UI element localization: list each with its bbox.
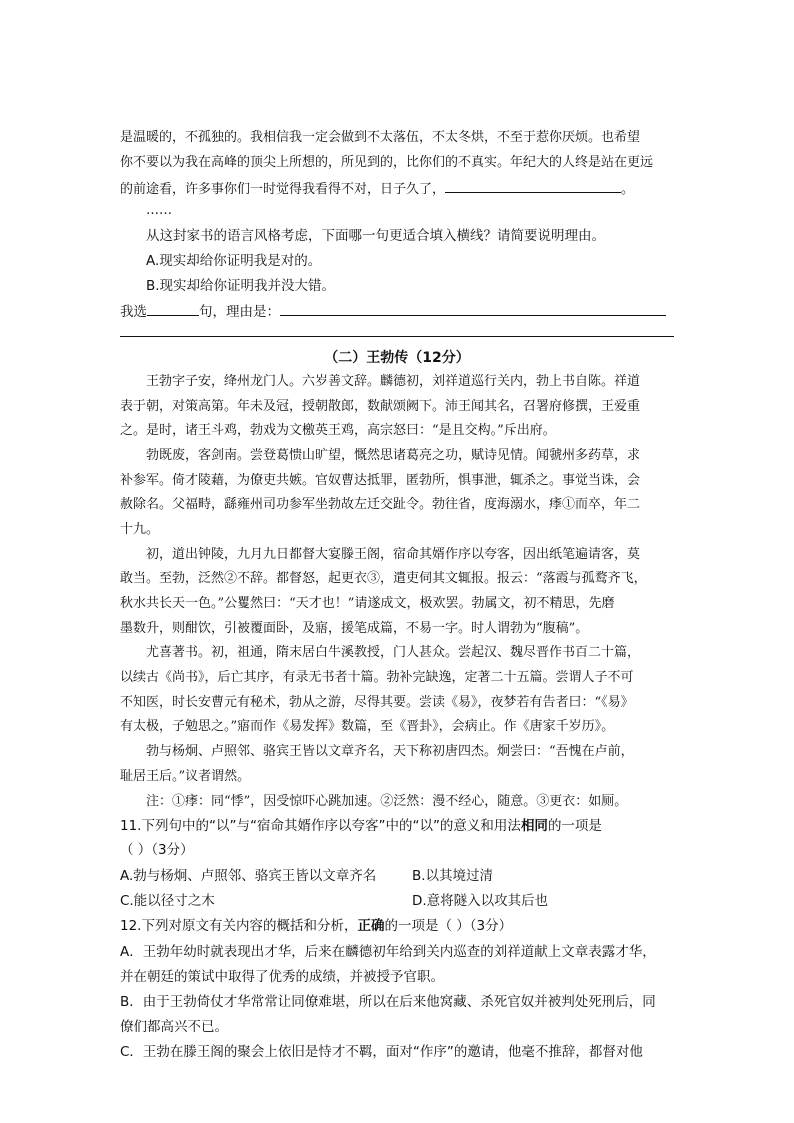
passage-line: 尤喜著书。初，祖通，隋末居白牛溪教授，门人甚众。尝起汉、魏尽晋作书百二十篇，: [146, 645, 641, 660]
q11-stem-bold: 相同: [520, 818, 548, 834]
passage-line: 之。是时，诸王斗鸡，勃戏为文檄英王鸡，高宗怒曰：“是且交构。”斥出府。: [120, 423, 556, 438]
q12-option-a-line-1: A．王勃年幼时就表现出才华，后来在麟德初年给到关内巡查的刘祥道献上文章表露才华，: [120, 944, 656, 960]
q10-answer-line: [120, 301, 676, 322]
q11-option-a: A.勃与杨炯、卢照邻、骆宾王皆以文章齐名: [120, 868, 377, 884]
letter-line-3: [120, 178, 676, 200]
passage-line: 以续古《尚书》，后亡其序，有录无书者十篇。勃补完缺逸，定著二十五篇。尝谓人子不可: [120, 670, 634, 685]
q10-option-b: B.现实却给你证明我并没大错。: [146, 278, 336, 294]
q12-option-a-line-2: 并在朝廷的策试中取得了优秀的成绩，并被授予官职。: [120, 969, 444, 985]
q11-stem: [120, 816, 676, 836]
passage-line: 表于朝，对策高第。年未及冠，授朝散郎，数献颂阙下。沛王闻其名，召署府修撰，王爱重: [120, 399, 641, 414]
q12-stem: [120, 916, 676, 936]
q10-option-a: A.现实却给你证明我是对的。: [146, 253, 322, 269]
q11-answer-paren[interactable]: （ ）（3分）: [120, 842, 194, 858]
q10-choice-blank[interactable]: [147, 301, 199, 316]
passage-line: 王勃字子安，绛州龙门人。六岁善文辞。麟德初，刘祥道巡行关内，勃上书自陈。祥道: [146, 374, 641, 389]
passage-line: 不知医，时长安曹元有秘术，勃从之游，尽得其要。尝读《易》，夜梦若有告者曰：“《易》: [120, 695, 634, 710]
q10-answer-mid: 句，理由是：: [199, 304, 280, 320]
q12-stem-pre: 12.下列对原文有关内容的概括和分析，: [120, 918, 358, 934]
passage-line: 赦除名。父福畤，繇雍州司功参军坐勃故左迁交趾令。勃往省，度海溺水，痵①而卒，年二: [120, 497, 641, 512]
letter-line-1: 是温暖的，不孤独的。我相信我一定会做到不太落伍，不太冬烘，不至于惹你厌烦。也希望: [120, 130, 641, 145]
section-title: （二）王勃传（12分）: [324, 350, 470, 366]
passage-line: 补参军。倚才陵藉，为僚吏共嫉。官奴曹达抵罪，匿勃所，惧事泄，辄杀之。事觉当诛，会: [120, 473, 641, 488]
passage-line: 十九。: [120, 522, 160, 537]
q11-option-b: B.以其境过清: [412, 868, 494, 884]
q10-prompt: 从这封家书的语言风格考虑，下面哪一句更适合填入横线？请简要说明理由。: [146, 228, 605, 244]
passage-note: 注：①痵：同“悸”，因受惊吓心跳加速。②泛然：漫不经心，随意。③更衣：如厕。: [146, 794, 628, 809]
letter-line-3-end: 。: [621, 182, 635, 197]
passage-line: 初，道出钟陵，九月九日都督大宴滕王阁，宿命其婿作序以夸客，因出纸笔遍请客，莫: [146, 547, 641, 562]
passage-line: 墨数升，则酣饮，引被覆面卧，及寤，援笔成篇，不易一字。时人谓勃为“腹稿”。: [120, 621, 589, 636]
q12-option-b-line-1: B．由于王勃倚仗才华常常让同僚难堪，所以在后来他窝藏、杀死官奴并被判处死刑后，同: [120, 994, 656, 1010]
passage-line: 勃与杨炯、卢照邻、骆宾王皆以文章齐名，天下称初唐四杰。炯尝曰：“吾愧在卢前，: [146, 744, 634, 759]
q12-option-b-line-2: 僚们都高兴不已。: [120, 1019, 228, 1035]
passage-line: 有太极，子勉思之。”寤而作《易发挥》数篇，至《晋卦》，会病止。作《唐家千岁历》。: [120, 719, 615, 734]
q11-option-d: D.意将隧入以攻其后也: [412, 893, 549, 909]
q12-option-c-line-1: C．王勃在滕王阁的聚会上依旧是恃才不羁，面对“作序”的邀请，他毫不推辞，都督对他: [120, 1044, 643, 1060]
passage-line: 勃既废，客剑南。尝登葛愦山旷望，慨然思诸葛亮之功，赋诗见情。闻虢州多药草，求: [146, 448, 641, 463]
q11-stem-pre: 11.下列句中的“以”与“宿命其婿作序以夸客”中的“以”的意义和用法: [120, 818, 521, 834]
q11-stem-post: 的一项是: [547, 818, 602, 834]
letter-line-3-text: 的前途看，许多事你们一时觉得我看得不对，日子久了，: [120, 182, 446, 197]
letter-line-2: 你不要以为我在高峰的顶尖上所想的，所见到的，比你们的不真实。年纪大的人终是站在更远: [120, 155, 654, 170]
q10-reason-blank[interactable]: [280, 301, 666, 316]
passage-line: 秋水共长天一色。”公矍然曰：“天才也！”请遂成文，极欢罢。勃属文，初不精思，先磨: [120, 596, 615, 611]
fill-in-blank[interactable]: [445, 178, 621, 193]
passage-line: 耻居王后。”议者谓然。: [120, 769, 251, 784]
q12-stem-post: 的一项是（ ）（3分）: [384, 918, 513, 934]
passage-line: 敢当。至勃，泛然②不辞。都督怒，起更衣③，遣吏伺其文辄报。报云：“落霞与孤鹜齐飞，: [120, 571, 647, 586]
letter-ellipsis: ……: [146, 203, 172, 218]
q12-stem-bold: 正确: [357, 918, 385, 934]
q11-option-c: C.能以径寸之木: [120, 893, 215, 909]
q10-reason-blank-line-2[interactable]: [120, 336, 674, 337]
q10-answer-prefix: 我选: [120, 304, 147, 320]
